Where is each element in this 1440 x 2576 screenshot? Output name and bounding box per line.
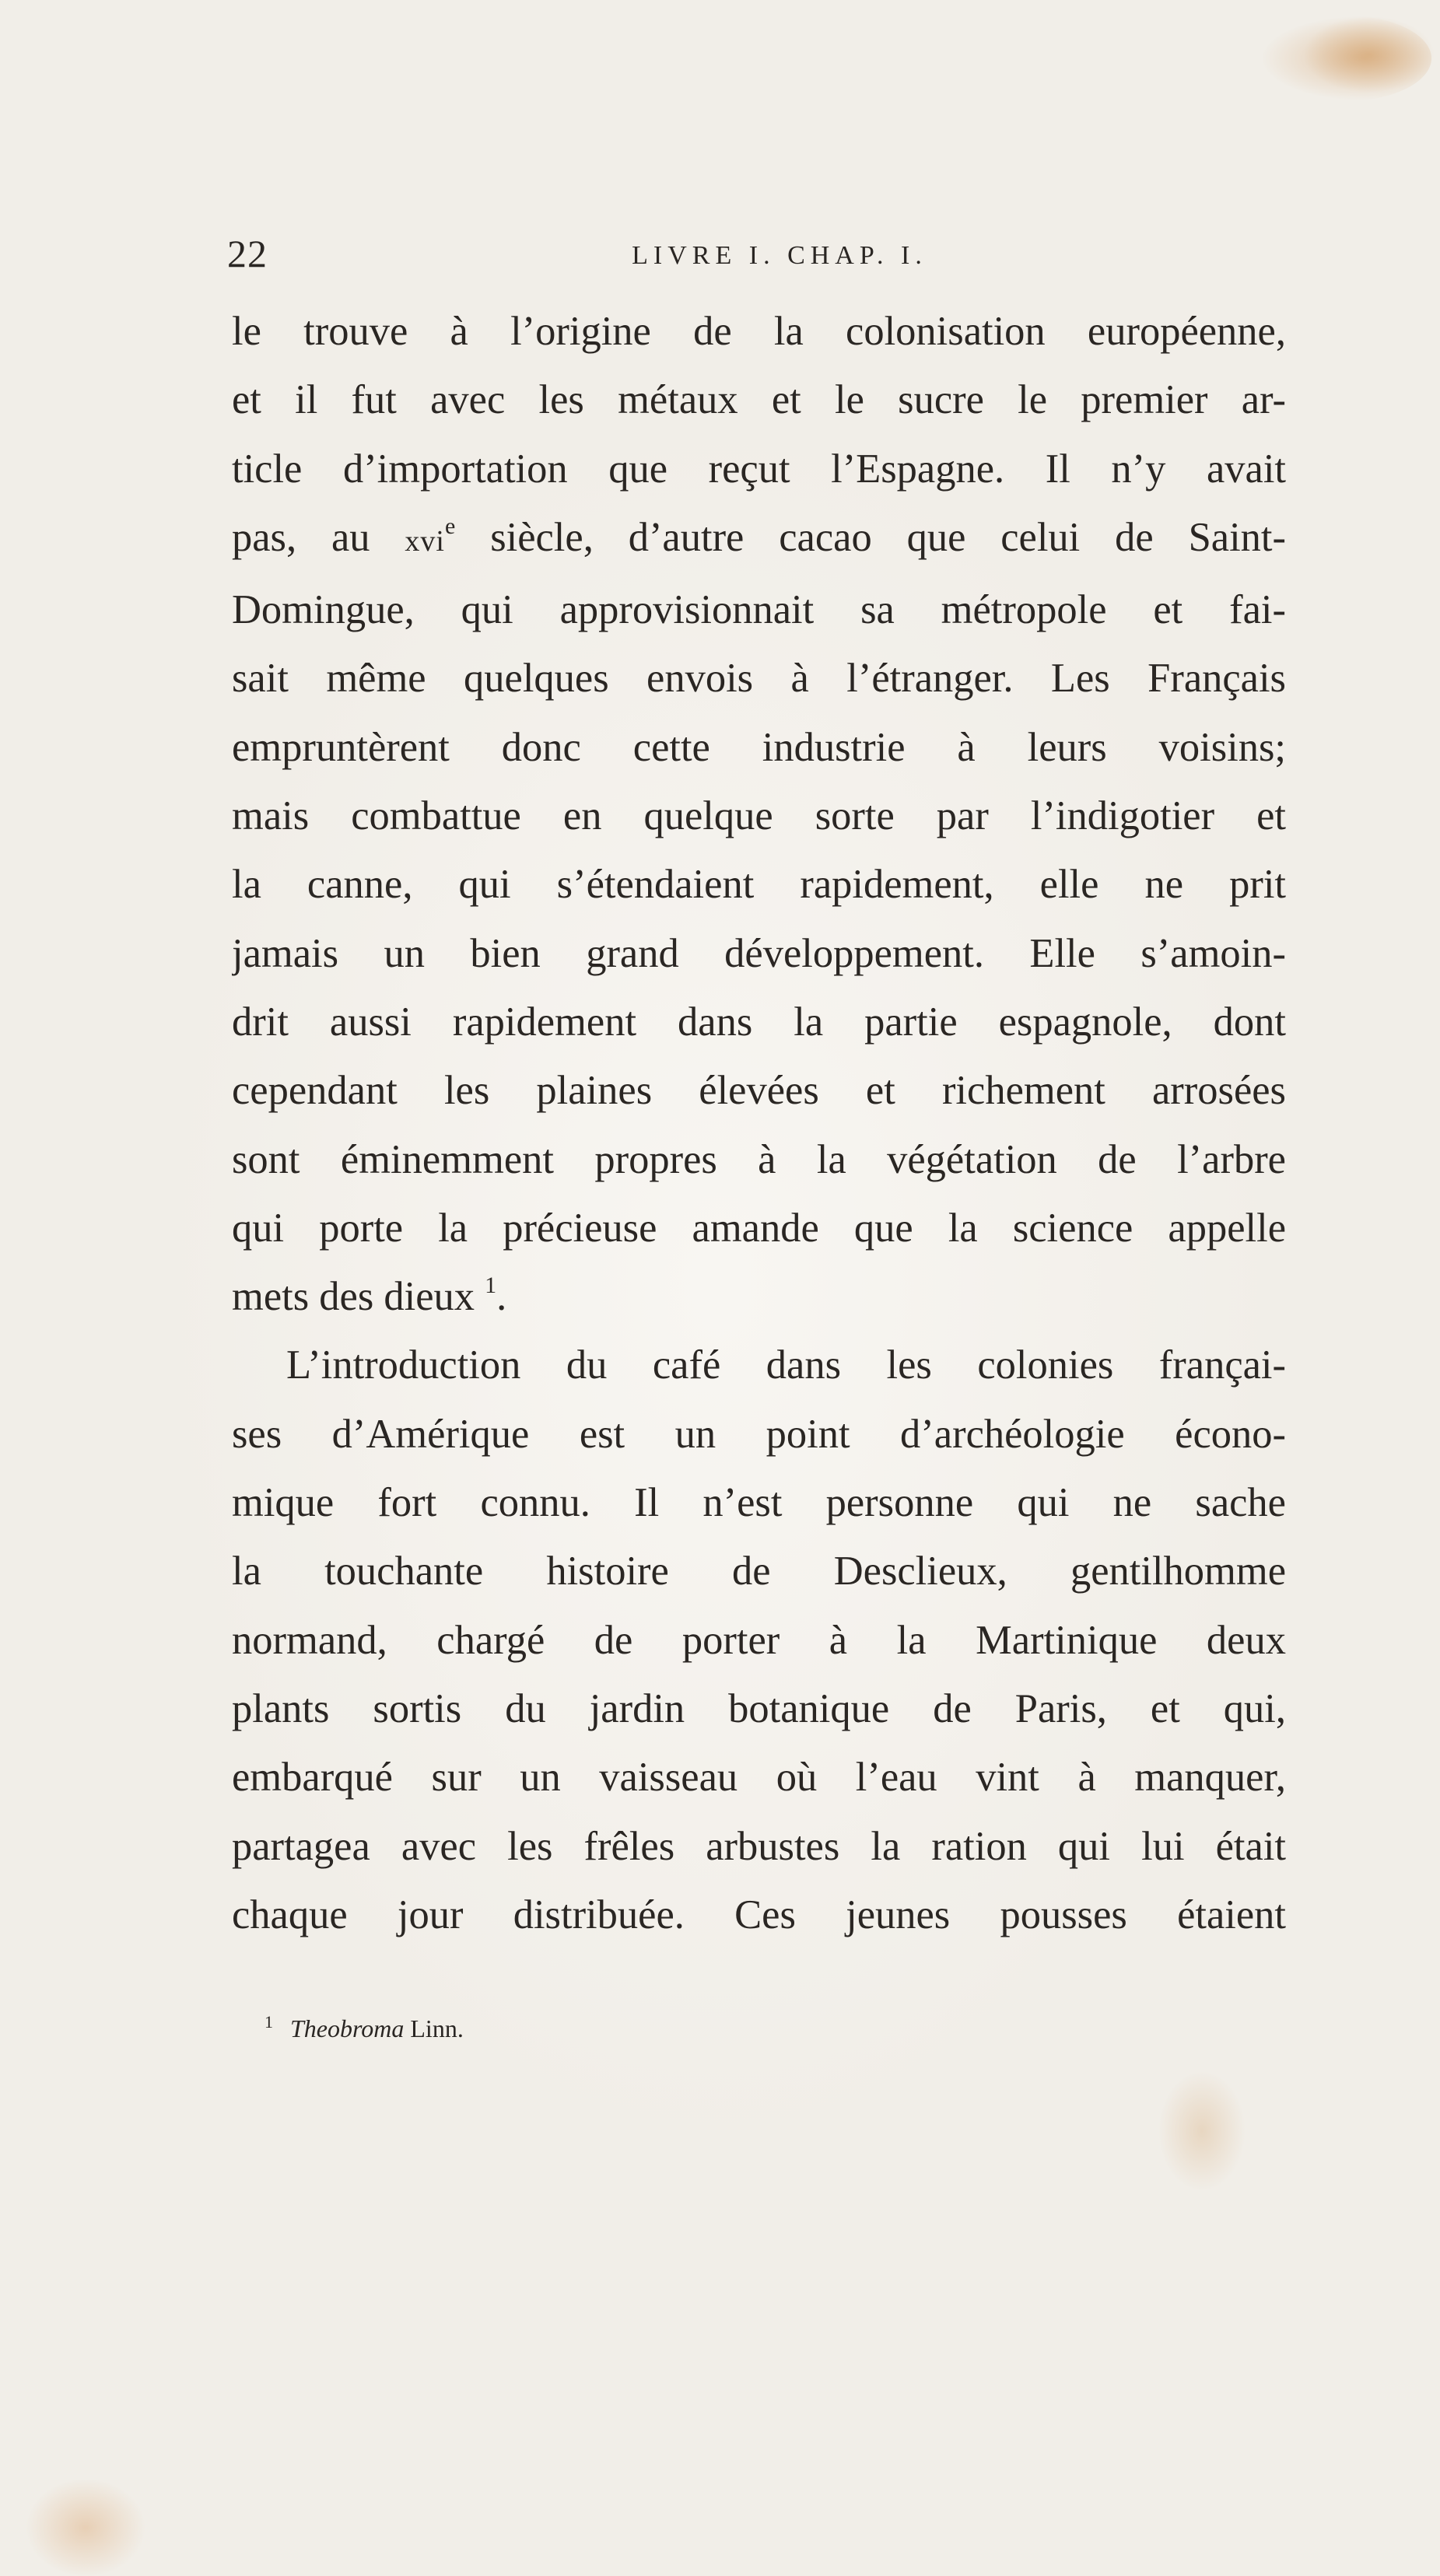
footnote-italic-term: Theobroma [290, 2014, 405, 2042]
text-fragment: siècle, d’autre cacao que celui de Saint- [455, 514, 1286, 560]
text-line: L’introduction du café dans les colonies françai- [286, 1342, 1286, 1388]
text-line [232, 1262, 1286, 1331]
text-line: sait même quelques envois à l’étranger. Les Français [232, 656, 1286, 702]
text-line: cependant les plaines élevées et richement arrosées [232, 1068, 1286, 1114]
footnote [265, 2003, 1276, 2048]
text-line: normand, chargé de porter à la Martinique deux [232, 1617, 1286, 1663]
text-line: plants sortis du jardin botanique de Paris, et qui, [232, 1685, 1286, 1731]
text-fragment: pas, au [232, 514, 405, 560]
paragraph-2 [232, 1331, 1286, 1949]
text-line: jamais un bien grand développement. Elle s’amoin- [232, 930, 1286, 976]
text-line: et il fut avec les métaux et le sucre le premier ar- [232, 377, 1286, 423]
text-line [232, 503, 1286, 576]
text-line: ticle d’importation que reçut l’Espagne. Il n’y avait [232, 446, 1286, 492]
page-header [227, 230, 1285, 277]
footnote-marker: 1 [265, 2012, 273, 2032]
text-line: la canne, qui s’étendaient rapidement, elle ne prit [232, 862, 1286, 908]
text-line: embarqué sur un vaisseau où l’eau vint à manquer, [232, 1755, 1286, 1801]
text-line: ses d’Amérique est un point d’archéologie écono- [232, 1411, 1286, 1457]
paper-stain [1260, 16, 1431, 101]
paragraph-1 [232, 297, 1286, 1331]
text-line: qui porte la précieuse amande que la science appelle [232, 1205, 1286, 1251]
text-line: Domingue, qui approvisionnait sa métropole et fai- [232, 587, 1286, 633]
text-line: mais combattue en quelque sorte par l’indigotier et [232, 793, 1286, 839]
century-numeral: xvi [405, 524, 445, 558]
body-text [232, 297, 1286, 1949]
text-fragment: mets des dieux [232, 1274, 485, 1320]
footnote-reference: 1 [485, 1272, 497, 1299]
superscript-e: e [444, 513, 456, 539]
text-line: empruntèrent donc cette industrie à leurs voisins; [232, 724, 1286, 770]
text-line: drit aussi rapidement dans la partie espagnole, dont [232, 999, 1286, 1045]
text-line: partagea avec les frêles arbustes la ration qui lui était [232, 1823, 1286, 1869]
text-line: sont éminemment propres à la végétation de l’arbre [232, 1136, 1286, 1182]
text-fragment: . [496, 1274, 507, 1320]
text-line: chaque jour distribuée. Ces jeunes pousses étaient [232, 1892, 1286, 1937]
footnote-text: Linn. [404, 2014, 464, 2042]
text-line: mique fort connu. Il n’est personne qui ne sache [232, 1480, 1286, 1526]
text-line: la touchante histoire de Desclieux, gentilhomme [232, 1549, 1286, 1594]
text-line: le trouve à l’origine de la colonisation européenne, [232, 309, 1286, 354]
page-number: 22 [227, 232, 268, 275]
running-head: LIVRE I. CHAP. I. [632, 241, 927, 270]
